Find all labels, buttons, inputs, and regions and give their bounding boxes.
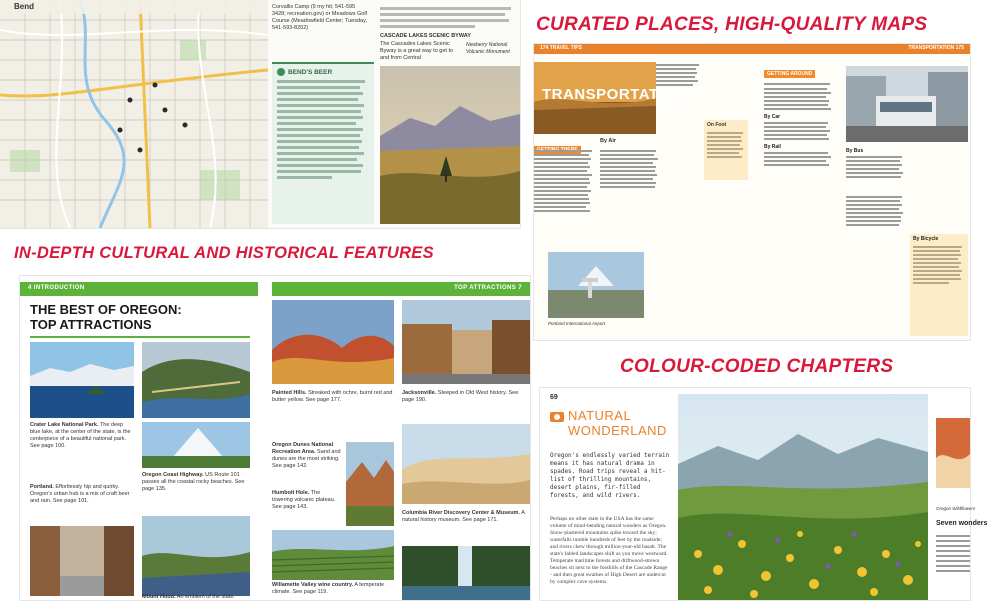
headline-cultural-features: IN-DEPTH CULTURAL AND HISTORICAL FEATURES [14,244,434,262]
side-page-caption: Oregon Wildflowers [936,506,976,511]
transport-title-photo [534,62,687,134]
by-bicycle-heading: By Bicycle [913,236,939,242]
nature-intro: Oregon's endlessly varied terrain means it has natural drama in spades. Road trips reveal a hit-list of thrilling mountains, desert plains, fir-filled forests, and wild rivers. [550,452,670,499]
train-photo [846,66,968,142]
nature-title-line1: NATURAL [568,408,632,423]
beer-icon [277,68,285,76]
by-air-heading: By Air [600,138,616,144]
attractions-title [30,302,250,332]
attraction-item-crater-lake: Crater Lake National Park. The deep blue lake, at the center of the state, is the centerpiece of a beautiful national park. See page 100. [30,422,131,449]
city-map [0,0,268,228]
attractions-spread [20,276,530,600]
smith-rock-photo [346,442,394,526]
by-bicycle-box [910,234,968,336]
attraction-item-willamette: Willamette Valley wine country. A temperate climate. See page 119. [272,582,385,595]
attraction-item-mount-hood: Mount Hood. An emblem of the state. [142,594,235,600]
map-body-text: Corvallis Camp (9 my hit; 541-595 3428; recreation.gov) or Meadows Golf Course (Meadowfield Center; Tuesday, 541-593-8202) [272,4,368,31]
transport-header-left: 174 TRAVEL TIPS [534,44,752,54]
byway-photo-caption: Newberry National Volcanic Monument [466,42,510,55]
side-page-title: Seven wonders [936,520,987,527]
transport-title: TRANSPORTATION [542,86,687,103]
attraction-item-coast-highway: Oregon Coast Highway. US Route 101 passes all the coastal rocky beaches. See page 135. [142,472,245,492]
attraction-item-jacksonville: Jacksonville. Steeped in Old West history. See page 190. [402,390,519,403]
attraction-item-humbolt-hole: Humbolt Hole. The towering volcanic plateau. See page 143. [272,490,336,510]
side-page-photo [936,418,970,488]
painted-hills-photo [272,300,394,384]
dunes-photo [402,424,530,504]
attractions-header-right: TOP ATTRACTIONS 7 [272,282,530,296]
volcanic-landscape-photo [380,66,520,224]
crater-lake-photo [30,342,134,418]
attraction-item-columbia-museum: Columbia River Discovery Center & Museum. A natural history museum. See page 171. [402,510,525,523]
attractions-title-line1: THE BEST OF OREGON: [30,302,182,317]
map-spread [0,0,520,228]
attraction-item-portland: Portland. Effortlessly hip and quirky. Oregon's urban hub is a mix of craft beer and rain. See page 101. [30,484,130,504]
headline-colour-coded: COLOUR-CODED CHAPTERS [620,356,894,377]
vineyard-photo [272,530,394,580]
attractions-header-left: 4 INTRODUCTION [20,282,258,296]
attraction-item-oregon-dunes: Oregon Dunes National Recreation Area. Sand and dunes are the most striking. See page 142. [272,442,341,469]
waterfall-photo [402,546,530,600]
attractions-title-line2: TOP ATTRACTIONS [30,317,152,332]
camera-icon [550,412,564,422]
on-foot-heading: On Foot [707,122,727,128]
mount-hood-photo [142,422,250,468]
map-title: Bend [14,2,34,11]
coast-highway-photo [142,342,250,418]
nature-title-line2: WONDERLAND [568,423,667,438]
byway-text: The Cascades Lakes Scenic Byway is a great way to get to and from Central [380,41,454,61]
columbia-gorge-photo [142,516,250,596]
byway-title: CASCADE LAKES SCENIC BYWAY [380,33,471,39]
getting-around-chip: GETTING AROUND [764,70,815,78]
portland-photo [30,526,134,596]
by-rail-heading: By Rail [764,144,781,150]
airport-photo [548,252,644,318]
beer-sidebar [272,62,374,224]
airport-caption: Portland International Airport [548,321,606,326]
nature-spread [540,388,987,600]
transport-spread [534,44,970,340]
on-foot-box [704,120,748,180]
nature-page-number: 69 [550,394,558,401]
headline-curated-places: CURATED PLACES, HIGH-QUALITY MAPS [536,14,928,35]
beer-sidebar-title: BEND'S BEER [288,68,333,76]
by-car-heading: By Car [764,114,781,120]
nature-body: Perhaps no other state in the USA has the same volume of mind-bending natural wonders as Oregon. Snow-plastered mountains spike toward the sky; waterfalls tumble hundreds of feet by the roadside; and rivers chew through million-year-old basalt. The state's fabled landscapes shift as you move westward. Temperate maritime forests and driftwood-strewn beaches sit next to the foothills of the Cascade Range - and then great swathes of High Desert are undercut by complex cave systems. [550,516,668,585]
by-bus-heading: By Bus [846,148,864,154]
transport-header-right: TRANSPORTATION 175 [752,44,970,54]
jacksonville-photo [402,300,530,384]
attraction-item-painted-hills: Painted Hills. Streaked with ochre, burnt red and butter yellow. See page 177. [272,390,393,403]
wildflower-landscape-photo [678,394,928,600]
